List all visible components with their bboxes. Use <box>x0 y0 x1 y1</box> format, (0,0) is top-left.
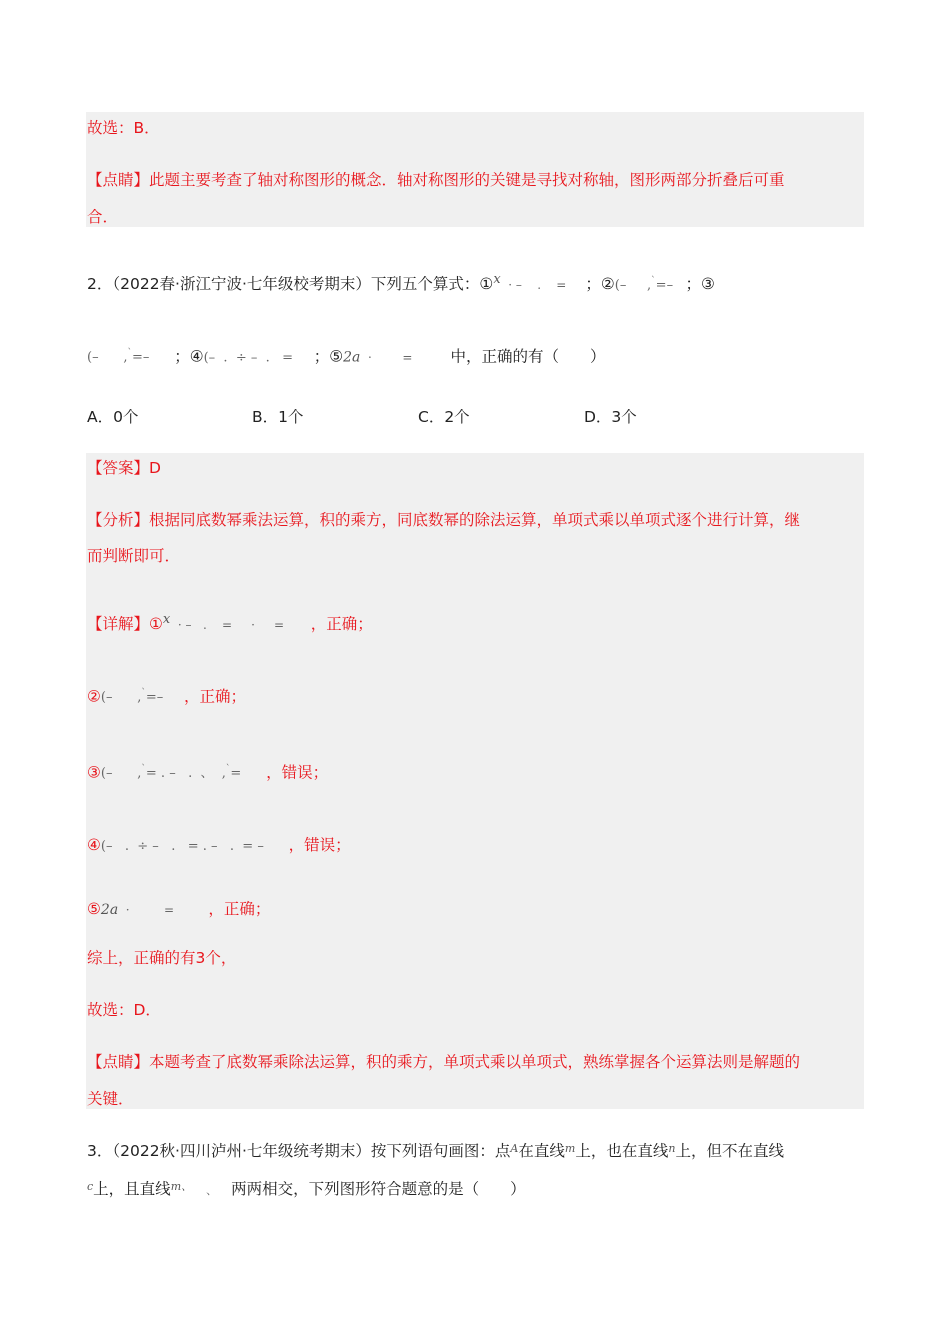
q2-detail-3 <box>87 760 328 784</box>
q3-line2-a: 上，且直线 <box>93 1180 171 1198</box>
q2-comment-line1: 【点睛】本题考查了底数幂乘除法运算，积的乘方，单项式乘以单项式，熟练掌握各个运算法则是解题的 <box>87 1053 801 1071</box>
q2-circle1: ① <box>479 275 494 293</box>
q3-line-c: c <box>87 1180 94 1193</box>
detail-formula-1: x <box>162 612 171 627</box>
detail-formula-4: (– . ÷ – . = . – . = – <box>100 839 289 854</box>
q2-sep1: ；② <box>585 275 615 293</box>
q2-option-a[interactable]: A．0个 <box>87 408 139 426</box>
q2-comment-line2: 关键． <box>87 1090 134 1108</box>
q2-stem-line2 <box>87 344 606 368</box>
q3-line1-a: 3．（2022秋·四川泸州·七年级统考期末）按下列语句画图：点 <box>87 1142 511 1160</box>
q2-stem-line1 <box>87 270 715 296</box>
q3-line1-c: 上，也在直线 <box>575 1142 669 1160</box>
q2-answer: 【答案】D <box>87 459 161 477</box>
q2-analysis-line2: 而判断即可． <box>87 547 181 565</box>
q1-comment-line1: 【点睛】此题主要考查了轴对称图形的概念．轴对称图形的关键是寻找对称轴，图形两部分折叠后可重 <box>87 171 785 189</box>
q3-lines-mn: m、 <box>170 1180 193 1193</box>
formula-4: (– . ÷ – . = <box>203 350 314 366</box>
q1-comment-line2: 合． <box>87 208 119 226</box>
q2-detail-1 <box>87 610 373 635</box>
formula-1-rest: · – . = <box>500 278 586 292</box>
q2-summary: 综上，正确的有3个， <box>87 949 237 967</box>
formula-3: (– ,`=– <box>87 349 175 366</box>
q2-detail-prefix: 【详解】① <box>87 615 163 633</box>
formula-5-rest: · = <box>360 350 451 365</box>
q2-detail-2 <box>87 684 246 708</box>
q2-sep2: ；③ <box>685 275 715 293</box>
q2-detail-4 <box>87 835 351 857</box>
q2-sep3: ；④ <box>174 347 204 366</box>
detail-formula-5-rest: · = <box>118 903 209 917</box>
formula-5: 2a <box>343 349 361 366</box>
q2-detail4-tail: ，错误； <box>288 836 351 854</box>
q3-line-n: n <box>668 1142 676 1155</box>
q2-detail5-num: ⑤ <box>87 900 101 918</box>
q2-option-c[interactable]: C．2个 <box>418 408 470 426</box>
q3-line1-d: 上，但不在直线 <box>675 1142 784 1160</box>
q2-detail1-tail: ，正确； <box>310 615 373 633</box>
q2-tail: 中，正确的有（ ） <box>450 347 606 366</box>
q2-option-d[interactable]: D．3个 <box>584 408 637 426</box>
q2-analysis-line1: 【分析】根据同底数幂乘法运算，积的乘方，同底数幂的除法运算，单项式乘以单项式逐个进行计算，继 <box>87 511 801 529</box>
formula-1: x <box>493 272 501 287</box>
q3-line1-b: 在直线 <box>518 1142 565 1160</box>
q3-stem-line2 <box>87 1177 526 1201</box>
q2-detail3-tail: ，错误； <box>266 763 329 782</box>
q2-choose: 故选：D． <box>87 1001 161 1019</box>
detail-formula-2: (– ,`=– <box>100 689 184 706</box>
detail-formula-3: (– ,`= . – . 、 ,`= <box>100 765 267 782</box>
detail-formula-5: 2a <box>100 902 119 918</box>
detail-formula-1-rest: · – . = · = <box>170 618 311 632</box>
q2-detail3-num: ③ <box>87 763 101 782</box>
q2-detail2-tail: ，正确； <box>183 687 246 706</box>
q2-detail2-num: ② <box>87 687 101 706</box>
q3-point-a: A <box>510 1142 519 1155</box>
q3-stem-line1 <box>87 1139 784 1161</box>
q3-line2-b: 两两相交，下列图形符合题意的是（ ） <box>231 1180 526 1198</box>
q3-line-m: m <box>564 1142 576 1155</box>
formula-2: (– ,`=– <box>614 276 686 293</box>
q2-option-b[interactable]: B．1个 <box>252 408 304 426</box>
q3-lines-gap: 、 <box>192 1184 232 1197</box>
q2-detail4-num: ④ <box>87 836 101 854</box>
q1-choose: 故选：B． <box>87 119 160 137</box>
q2-stem-prefix: 2．（2022春·浙江宁波·七年级校考期末）下列五个算式： <box>87 275 480 293</box>
q2-sep4: ；⑤ <box>313 347 344 366</box>
q2-detail-5 <box>87 899 270 920</box>
q2-detail5-tail: ，正确； <box>208 900 271 918</box>
